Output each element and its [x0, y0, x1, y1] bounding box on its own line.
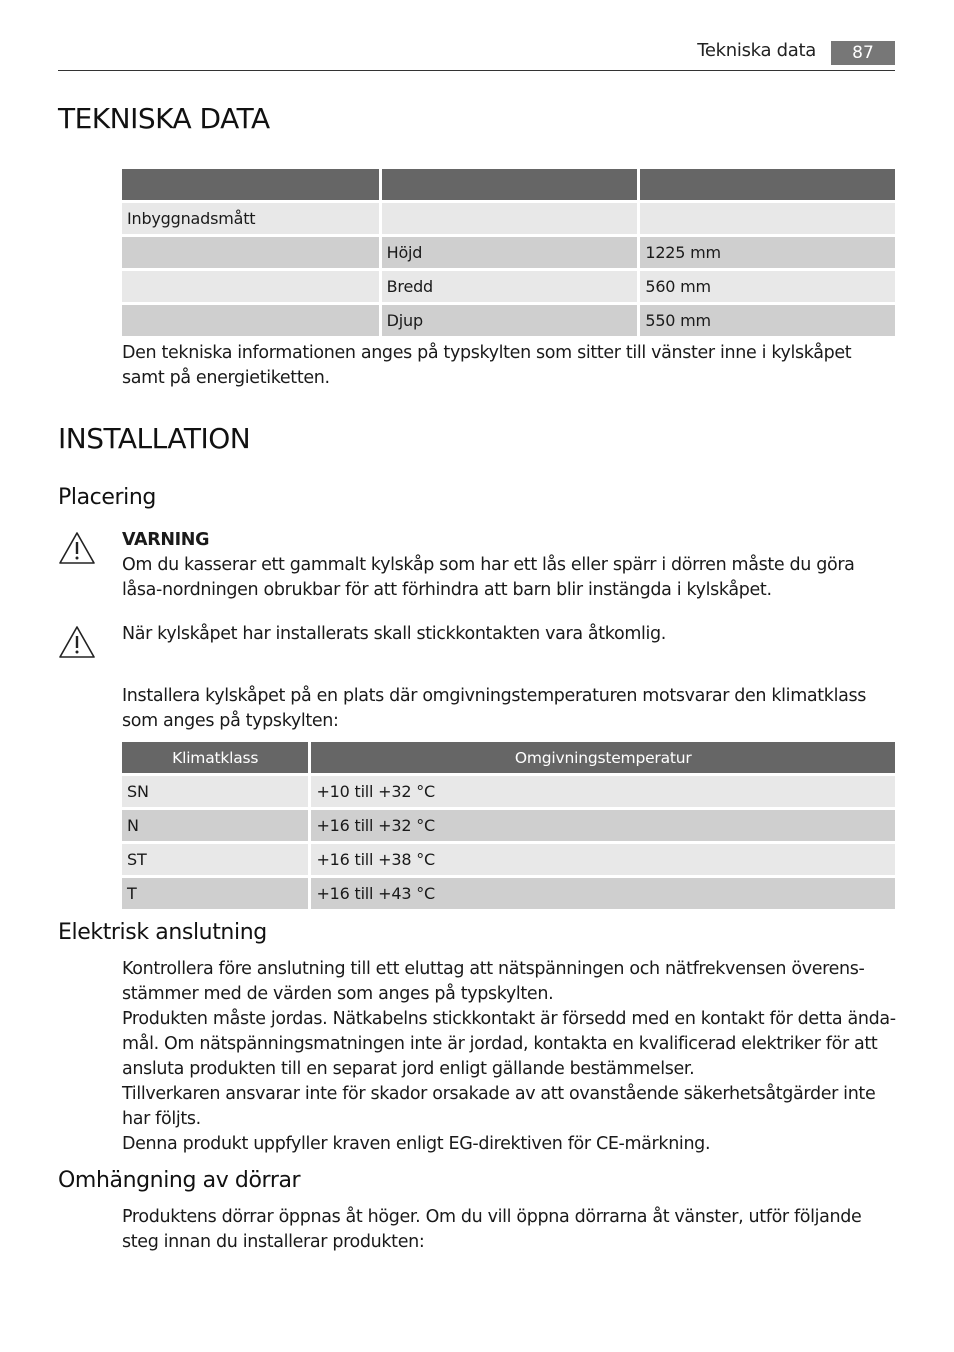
table-cell: ST	[122, 844, 308, 875]
table-row	[122, 810, 895, 841]
table-row	[122, 271, 895, 302]
climate-table-header-cell: Omgivningstemperatur	[311, 742, 895, 773]
table-cell	[122, 271, 379, 302]
table-cell: Bredd	[382, 271, 638, 302]
table-cell	[122, 237, 379, 268]
warning-text: Om du kasserar ett gammalt kylskåp som har ett lås eller spärr i dörren måste du göra låsa-nordningen obrukbar för att förhindra att barn blir instängda i kylskåpet.	[122, 555, 855, 600]
table-row	[122, 203, 895, 234]
table-cell: 1225 mm	[640, 237, 895, 268]
elektrisk-body	[122, 957, 897, 1157]
table-cell: +10 till +32 °C	[311, 776, 895, 807]
warning-title: VARNING	[122, 530, 210, 550]
table-row	[122, 776, 895, 807]
elektrisk-paragraph: Tillverkaren ansvarar inte för skador orsakade av att ovanstående säkerhetsåtgärder inte har följts.	[122, 1084, 876, 1129]
tech-note: Den tekniska informationen anges på typskylten som sitter till vänster inne i kylskåpet samt på energietiketten.	[122, 343, 852, 388]
table-cell: 560 mm	[640, 271, 895, 302]
dorrar-text: Produktens dörrar öppnas åt höger. Om du vill öppna dörrarna åt vänster, utför följande steg innan du installerar produkten:	[122, 1207, 862, 1252]
table-cell	[640, 203, 895, 234]
table-row	[122, 878, 895, 909]
table-cell: Höjd	[382, 237, 638, 268]
climate-table-header-row	[122, 742, 895, 773]
table-cell: T	[122, 878, 308, 909]
table-cell: +16 till +32 °C	[311, 810, 895, 841]
table-cell	[122, 305, 379, 336]
dorrar-heading: Omhängning av dörrar	[58, 1168, 301, 1193]
warning-triangle-icon	[58, 531, 96, 565]
elektrisk-paragraph: Produkten måste jordas. Nätkabelns stickkontakt är försedd med en kontakt för detta ända-mål. Om nätspänningsmatningen inte är jordad, kontakta en kvalificerad elektriker för att ansluta produkten till en separat jord enligt gällande bestämmelser.	[122, 1009, 896, 1079]
tech-table-header-cell	[640, 169, 895, 200]
tech-table-header-row	[122, 169, 895, 200]
placering-heading: Placering	[58, 485, 156, 510]
warning-block	[122, 528, 897, 603]
warning-triangle-icon	[58, 625, 96, 659]
table-cell: +16 till +43 °C	[311, 878, 895, 909]
elektrisk-paragraph: Denna produkt uppfyller kraven enligt EG-direktiven för CE-märkning.	[122, 1134, 711, 1154]
tech-table-header-cell	[382, 169, 638, 200]
table-cell: N	[122, 810, 308, 841]
warning-text-accessible-plug: När kylskåpet har installerats skall stickkontakten vara åtkomlig.	[122, 624, 667, 644]
climate-intro: Installera kylskåpet på en plats där omgivningstemperaturen motsvarar den klimatklass som anges på typskylten:	[122, 686, 866, 731]
climate-table-header-cell: Klimatklass	[122, 742, 308, 773]
table-cell: Djup	[382, 305, 638, 336]
table-cell: SN	[122, 776, 308, 807]
table-cell	[382, 203, 638, 234]
page-number: 87	[831, 41, 895, 65]
table-row	[122, 237, 895, 268]
tech-table-header-cell	[122, 169, 379, 200]
elektrisk-heading: Elektrisk anslutning	[58, 920, 267, 945]
table-row	[122, 844, 895, 875]
installation-heading: INSTALLATION	[58, 422, 251, 455]
tech-heading: TEKNISKA DATA	[58, 102, 270, 135]
table-row	[122, 305, 895, 336]
running-header-title: Tekniska data	[697, 40, 816, 61]
elektrisk-paragraph: Kontrollera före anslutning till ett eluttag att nätspänningen och nätfrekvensen överens-stämmer med de värden som anges på typskylten.	[122, 959, 865, 1004]
table-cell: Inbyggnadsmått	[122, 203, 379, 234]
tech-table	[119, 166, 898, 339]
table-cell: +16 till +38 °C	[311, 844, 895, 875]
climate-table	[119, 739, 898, 912]
table-cell: 550 mm	[640, 305, 895, 336]
header-rule	[58, 70, 895, 71]
